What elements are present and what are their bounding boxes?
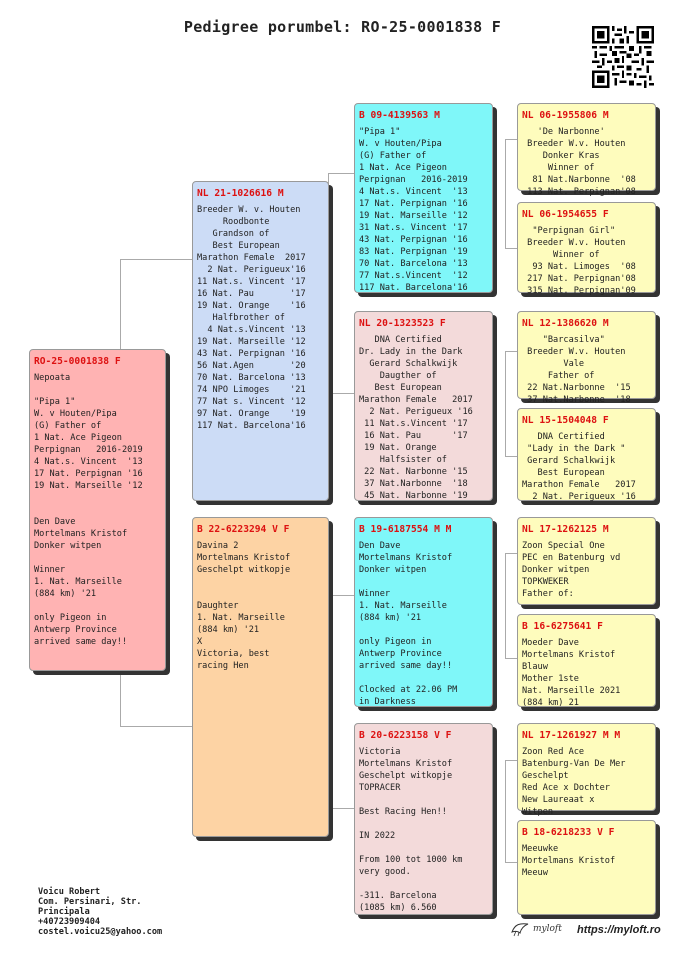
- dam-card[interactable]: [192, 517, 329, 837]
- card-description: Meeuwke Mortelmans Kristof Meeuw: [522, 844, 616, 878]
- ring-number: B 09-4139563 M: [359, 110, 440, 121]
- ring-number: NL 17-1261927 M M: [522, 730, 621, 741]
- card-description: Zoon Red Ace Batenburg-Van De Mer Geschelpt Red Ace x Dochter New Laureaat x Witpen: [522, 747, 626, 817]
- sire-sire-card[interactable]: [354, 103, 493, 293]
- dam-dam-dam-card[interactable]: [517, 820, 656, 915]
- card-description: Zoon Special One PEC en Batenburg vd Donker witpen TOPKWEKER Father of:: [522, 541, 621, 599]
- connector-line: [505, 553, 517, 554]
- ring-number: NL 20-1323523 F: [359, 318, 446, 329]
- connector-line: [505, 248, 517, 249]
- ring-number: NL 06-1955806 M: [522, 110, 609, 121]
- card-description: "Barcasilva" Breeder W.v. Houten Vale Father of 22 Nat.Narbonne '15 37 Nat.Narbonne '18: [527, 335, 631, 405]
- myloft-logo: [510, 921, 562, 937]
- ring-number: RO-25-0001838 F: [34, 356, 121, 367]
- card-description: "Perpignan Girl" Breeder W.v. Houten Winner of 93 Nat. Limoges '08 217 Nat. Perpignan'08 315 Nat. Perpignan'09: [527, 226, 636, 296]
- card-description: Den Dave Mortelmans Kristof Donker witpen Winner 1. Nat. Marseille (884 km) '21 only Pigeon in Antwerp Province arrived same day!! Clocked at 22.06 PM in Darkness: [359, 541, 458, 707]
- page-title: Pedigree porumbel: RO-25-0001838 F: [183, 18, 502, 36]
- connector-line: [505, 658, 517, 659]
- ring-number: B 18-6218233 V F: [522, 827, 615, 838]
- owner-contact: Voicu Robert Com. Persinari, Str. Principala +40723909404 costel.voicu25@yahoo.com: [38, 887, 163, 937]
- ring-number: NL 06-1954655 F: [522, 209, 609, 220]
- dam-sire-sire-card[interactable]: [517, 517, 656, 605]
- sire-sire-dam-card[interactable]: [517, 202, 656, 296]
- card-description: Moeder Dave Mortelmans Kristof Blauw Mother 1ste Nat. Marseille 2021 (884 km) 21: [522, 638, 621, 708]
- logo-text: myloft: [533, 924, 562, 934]
- card-description: Davina 2 Mortelmans Kristof Geschelpt witkopje Daughter 1. Nat. Marseille (884 km) '21 X Victoria, best racing Hen: [197, 541, 291, 671]
- card-description: Victoria Mortelmans Kristof Geschelpt witkopje TOPRACER Best Racing Hen!! IN 2022 From 100 tot 1000 km very good. -311. Barcelona (1085 km) 6.560: [359, 747, 463, 913]
- connector-line: [505, 351, 506, 456]
- ring-number: NL 15-1504048 F: [522, 415, 609, 426]
- card-description: DNA Certified Dr. Lady in the Dark Gerard Schalkwijk Daugther of Best European Marathon Female 2017 2 Nat. Perigueux '16 11 Nat.s.Vincent '17 16 Nat. Pau '17 19 Nat. Orange Halfsister of 22 Nat. Narbonne '15 37 Nat.Narbonne '18 45 Nat. Narbonne '19: [359, 335, 473, 501]
- website-link[interactable]: https://myloft.ro: [577, 924, 661, 936]
- dam-dam-card[interactable]: [354, 723, 493, 915]
- connector-line: [120, 259, 192, 260]
- sire-sire-sire-card[interactable]: [517, 103, 656, 197]
- qr-code-icon: [592, 26, 654, 88]
- connector-line: [505, 553, 506, 658]
- connector-line: [505, 760, 506, 862]
- card-description: Breeder W. v. Houten Roodbonte Grandson of Best European Marathon Female 2017 2 Nat. Perigueux'16 11 Nat.s. Vincent '17 16 Nat. Pau '17 19 Nat. Orange '16 Halfbrother of 4 Nat.s.Vincent '13 19 Nat. Marseille '12 43 Nat. Perpignan '16 56 Nat.Agen '20 70 Nat. Barcelona '13 74 NPO Limoges '21 77 Nat s. Vincent '12 97 Nat. Orange '19 117 Nat. Barcelona'16: [197, 205, 306, 431]
- connector-line: [328, 393, 354, 394]
- dam-sire-card[interactable]: [354, 517, 493, 707]
- card-description: 'De Narbonne' Breeder W.v. Houten Donker Kras Winner of 81 Nat.Narbonne '08 113 Nat. Perpignan'08: [527, 127, 636, 197]
- connector-line: [120, 726, 192, 727]
- ring-number: B 16-6275641 F: [522, 621, 603, 632]
- connector-line: [328, 808, 354, 809]
- card-description: DNA Certified "Lady in the Dark " Gerard Schalkwijk Best European Marathon Female 2017 2 Nat. Perigueux '16: [522, 432, 636, 502]
- pigeon-logo-icon: [510, 921, 530, 937]
- sire-dam-sire-card[interactable]: [517, 311, 656, 405]
- subject-pigeon-card[interactable]: [29, 349, 166, 671]
- ring-number: B 19-6187554 M M: [359, 524, 452, 535]
- sire-card[interactable]: [192, 181, 329, 501]
- ring-number: B 22-6223294 V F: [197, 524, 290, 535]
- connector-line: [505, 351, 517, 352]
- connector-line: [328, 595, 354, 596]
- card-description: Nepoata "Pipa 1" W. v Houten/Pipa (G) Father of 1 Nat. Ace Pigeon Perpignan 2016-2019 4 Nat.s. Vincent '13 17 Nat. Perpignan '16 19 Nat. Marseille '12 Den Dave Mortelmans Kristof Donker witpen Winner 1. Nat. Marseille (884 km) '21 only Pigeon in Antwerp Province arrived same day!!: [34, 373, 143, 647]
- connector-line: [328, 173, 354, 174]
- dam-dam-sire-card[interactable]: [517, 723, 656, 817]
- connector-line: [505, 456, 517, 457]
- connector-line: [505, 862, 517, 863]
- ring-number: NL 12-1386620 M: [522, 318, 609, 329]
- connector-line: [120, 259, 121, 349]
- ring-number: NL 17-1262125 M: [522, 524, 609, 535]
- sire-dam-card[interactable]: [354, 311, 493, 501]
- connector-line: [120, 669, 121, 726]
- card-description: "Pipa 1" W. v Houten/Pipa (G) Father of 1 Nat. Ace Pigeon Perpignan 2016-2019 4 Nat.s. Vincent '13 17 Nat. Perpignan '16 19 Nat. Marseille '12 31 Nat.s. Vincent '17 43 Nat. Perpignan '16 83 Nat. Perpignan '19 70 Nat. Barcelona '13 77 Nat.s.Vincent '12 117 Nat. Barcelona'16: [359, 127, 468, 293]
- connector-line: [505, 760, 517, 761]
- dam-sire-dam-card[interactable]: [517, 614, 656, 707]
- ring-number: B 20-6223158 V F: [359, 730, 452, 741]
- ring-number: NL 21-1026616 M: [197, 188, 284, 199]
- connector-line: [505, 139, 517, 140]
- sire-dam-dam-card[interactable]: [517, 408, 656, 501]
- connector-line: [505, 139, 506, 248]
